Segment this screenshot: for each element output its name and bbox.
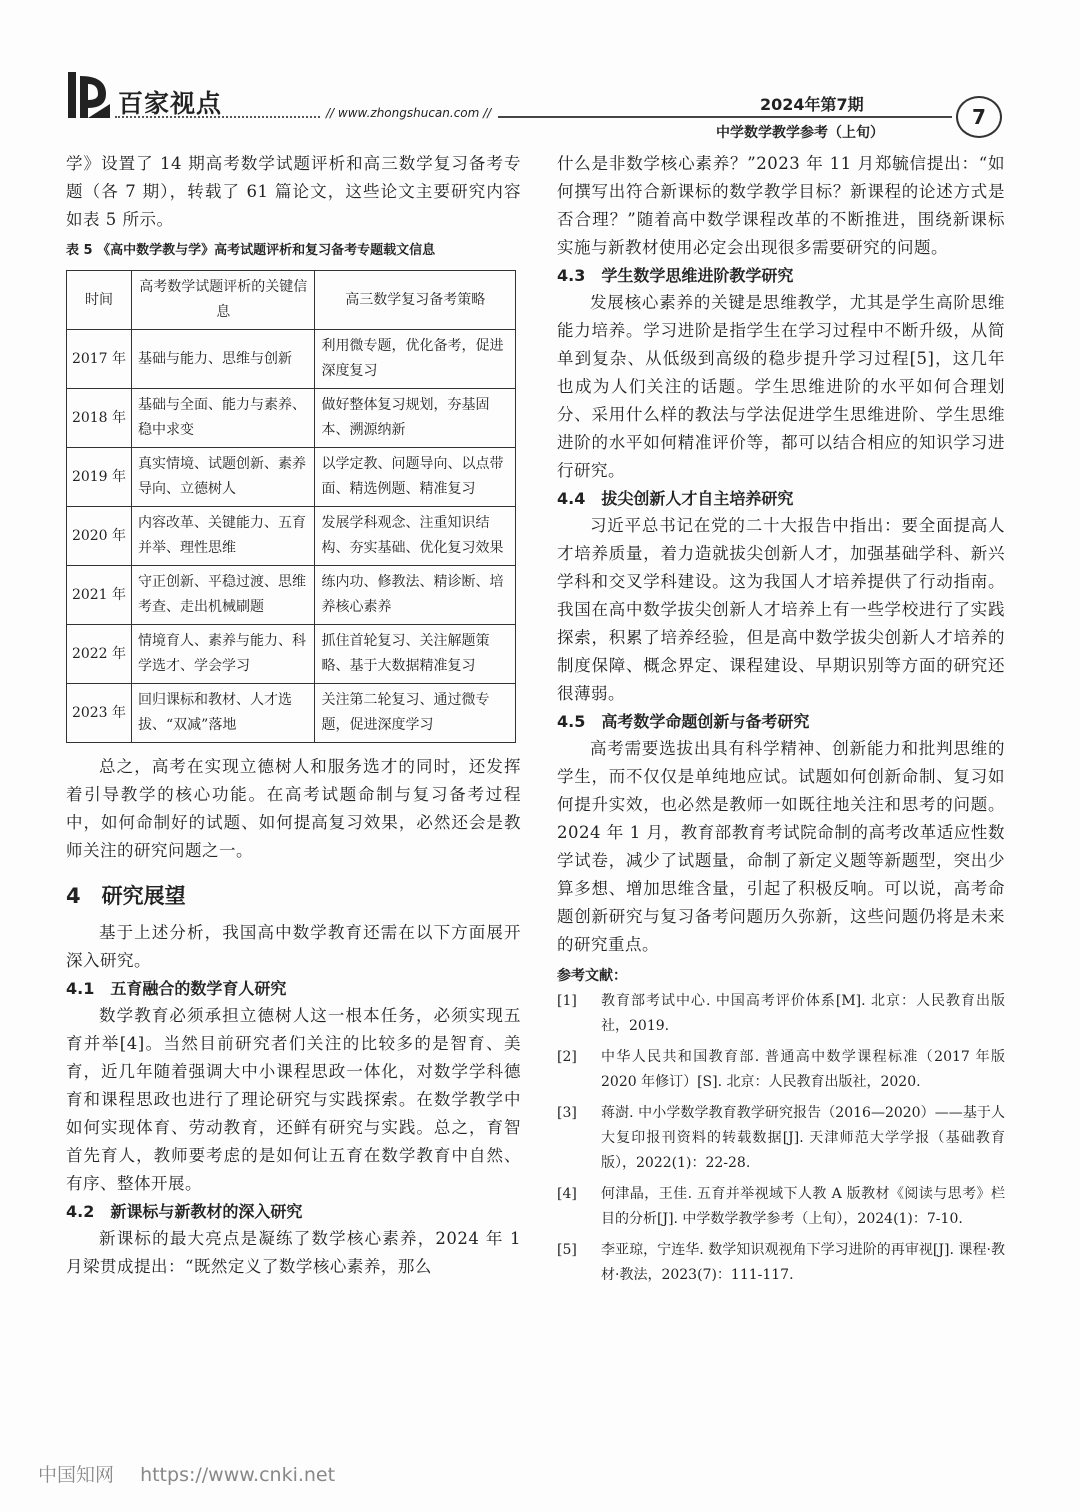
reference-text: 中华人民共和国教育部. 普通高中数学课程标准（2017 年版 2020 年修订）[S]. 北京：人民教育出版社，2020. xyxy=(601,1049,1005,1090)
reference-text: 教育部考试中心. 中国高考评价体系[M]. 北京：人民教育出版社，2019. xyxy=(601,993,1005,1034)
reference-item xyxy=(557,1182,1005,1232)
intro-paragraph: 学》设置了 14 期高考数学试题评析和高三数学复习备考专题（各 7 期），转载了 61 篇论文，这些论文主要研究内容如表 5 所示。 xyxy=(66,154,521,229)
header-key-info: 高考数学试题评析的关键信息 xyxy=(132,271,315,330)
summary-paragraph: 总之，高考在实现立德树人和服务选才的同时，还发挥着引导教学的核心功能。在高考试题命制与复习备考过程中，如何命制好的试题、如何提高复习效果，必然还会是教师关注的研究问题之一。 xyxy=(66,757,521,860)
reference-number: [1] xyxy=(557,993,577,1009)
row-year: 2021 年 xyxy=(67,566,132,625)
row-year: 2019 年 xyxy=(67,448,132,507)
row-year: 2017 年 xyxy=(67,330,132,389)
section-4-5-text: 高考需要选拔出具有科学精神、创新能力和批判思维的学生，而不仅仅是单纯地应试。试题如何创新命制、复习如何提升实效，也必然是教师一如既往地关注和思考的问题。2024 年 1 月，教育部教育考试院命制的高考改革适应性数学试卷，减少了试题量，命制了新定义题等新题型，突出少算多想、增加思维含量，引起了积极反响。可以说，高考命题创新研究与复习备考问题历久弥新，这些问题仍将是未来的研究重点。 xyxy=(557,739,1005,954)
page-number: 7 xyxy=(956,96,1002,138)
source-link[interactable]: https://www.cnki.net xyxy=(140,1464,336,1486)
header-dotted-rule xyxy=(115,116,320,118)
header-strategy: 高三数学复习备考策略 xyxy=(315,271,516,330)
right-column xyxy=(557,150,1005,1294)
row-info: 基础与能力、思维与创新 xyxy=(132,330,315,389)
reference-text: 李亚琼，宁连华. 数学知识观视角下学习进阶的再审视[J]. 课程·教材·教法，2023(7)：111-117. xyxy=(601,1242,1005,1283)
section-4-4-text: 习近平总书记在党的二十大报告中指出：要全面提高人才培养质量，着力造就拔尖创新人才，加强基础学科、新兴学科和交叉学科建设。这为我国人才培养提供了行动指南。我国在高中数学拔尖创新人才培养上有一些学校进行了实践探索，积累了培养经验，但是高中数学拔尖创新人才培养的制度保障、概念界定、课程建设、早期识别等方面的研究还很薄弱。 xyxy=(557,516,1005,703)
references-title: 参考文献： xyxy=(557,968,627,984)
reference-item xyxy=(557,1101,1005,1176)
issue-label: 2024年第7期 xyxy=(760,95,864,114)
row-info: 内容改革、关键能力、五育并举、理性思维 xyxy=(132,507,315,566)
source-watermark xyxy=(38,1460,335,1487)
row-strategy: 发展学科观念、注重知识结构、夯实基础、优化复习效果 xyxy=(315,507,516,566)
table-row xyxy=(67,625,516,684)
table-row xyxy=(67,448,516,507)
row-strategy: 抓住首轮复习、关注解题策略、基于大数据精准复习 xyxy=(315,625,516,684)
row-info: 情境育人、素养与能力、科学选才、学会学习 xyxy=(132,625,315,684)
row-year: 2020 年 xyxy=(67,507,132,566)
articles-table xyxy=(66,270,516,743)
section-4-3-title: 4.3 学生数学思维进阶教学研究 xyxy=(557,266,794,285)
row-strategy: 练内功、修教法、精诊断、培养核心素养 xyxy=(315,566,516,625)
table-caption: 表 5 《高中数学教与学》高考试题评析和复习备考专题载文信息 xyxy=(66,243,436,258)
header-rule xyxy=(498,116,952,118)
table-header-row xyxy=(67,271,516,330)
row-info: 真实情境、试题创新、素养导向、立德树人 xyxy=(132,448,315,507)
table-row xyxy=(67,566,516,625)
brand-title: 百家视点 xyxy=(118,89,223,118)
row-info: 基础与全面、能力与素养、稳中求变 xyxy=(132,389,315,448)
table-row xyxy=(67,389,516,448)
section-4-2-text: 新课标的最大亮点是凝练了数学核心素养，2024 年 1 月梁贯成提出：“既然定义了数学核心素养，那么 xyxy=(66,1229,521,1276)
reference-number: [5] xyxy=(557,1242,577,1258)
section-4-2-title: 4.2 新课标与新教材的深入研究 xyxy=(66,1202,303,1221)
row-year: 2018 年 xyxy=(67,389,132,448)
reference-text: 蒋澍. 中小学数学教育教学研究报告（2016—2020）——基于人大复印报刊资料的转载数据[J]. 天津师范大学学报（基础教育版），2022(1)：22-28. xyxy=(601,1105,1005,1171)
reference-number: [3] xyxy=(557,1105,577,1121)
row-year: 2023 年 xyxy=(67,684,132,743)
reference-item xyxy=(557,989,1005,1039)
row-strategy: 关注第二轮复习、通过微专题，促进深度学习 xyxy=(315,684,516,743)
left-column xyxy=(66,150,521,1281)
section-4-4-title: 4.4 拔尖创新人才自主培养研究 xyxy=(557,489,794,508)
reference-item xyxy=(557,1238,1005,1288)
reference-number: [4] xyxy=(557,1186,577,1202)
table-row xyxy=(67,684,516,743)
row-info: 回归课标和教材、人才选拔、“双减”落地 xyxy=(132,684,315,743)
row-year: 2022 年 xyxy=(67,625,132,684)
row-strategy: 以学定教、问题导向、以点带面、精选例题、精准复习 xyxy=(315,448,516,507)
table-row xyxy=(67,330,516,389)
header-time: 时间 xyxy=(67,271,132,330)
reference-text: 何津晶，王佳. 五育并举视域下人教 A 版教材《阅读与思考》栏目的分析[J]. 中学数学教学参考（上旬），2024(1)：7-10. xyxy=(601,1186,1005,1227)
journal-name: 中学数学教学参考（上旬） xyxy=(716,125,884,141)
section-4-5-title: 4.5 高考数学命题创新与备考研究 xyxy=(557,712,810,731)
journal-logo xyxy=(66,68,112,124)
reference-number: [2] xyxy=(557,1049,577,1065)
reference-item xyxy=(557,1045,1005,1095)
section-4-1-text: 数学教育必须承担立德树人这一根本任务，必须实现五育并举[4]。当然目前研究者们关注的比较多的是智育、美育，近几年随着强调大中小课程思政一体化，对数学学科德育和课程思政也进行了理论研究与实践探索。在数学教学中如何实现体育、劳动教育，还鲜有研究与实践。总之，育智首先育人，教师要考虑的是如何让五育在数学教育中自然、有序、整体开展。 xyxy=(66,1006,521,1193)
section-4-intro: 基于上述分析，我国高中数学教育还需在以下方面展开深入研究。 xyxy=(66,923,521,970)
table-row xyxy=(67,507,516,566)
source-name: 中国知网 xyxy=(38,1464,115,1486)
row-strategy: 做好整体复习规划，夯基固本、溯源纳新 xyxy=(315,389,516,448)
section-4-3-text: 发展核心素养的关键是思维教学，尤其是学生高阶思维能力培养。学习进阶是指学生在学习过程中不断升级，从简单到复杂、从低级到高级的稳步提升学习过程[5]，这几年也成为人们关注的话题。学生思维进阶的水平如何合理划分、采用什么样的教法与学法促进学生思维进阶、学生思维进阶的水平如何精准评价等，都可以结合相应的知识学习进行研究。 xyxy=(557,293,1005,480)
section-4-title: 4 研究展望 xyxy=(66,884,186,908)
section-4-2-continued: 什么是非数学核心素养？”2023 年 11 月郑毓信提出：“如何撰写出符合新课标的数学教学目标？新课程的论述方式是否合理？”随着高中数学课程改革的不断推进，围绕新课标实施与新教材使用必定会出现很多需要研究的问题。 xyxy=(557,154,1005,257)
section-4-1-title: 4.1 五育融合的数学育人研究 xyxy=(66,979,287,998)
journal-url: // www.zhongshucan.com // xyxy=(326,106,492,120)
row-strategy: 利用微专题，优化备考，促进深度复习 xyxy=(315,330,516,389)
row-info: 守正创新、平稳过渡、思维考查、走出机械刷题 xyxy=(132,566,315,625)
